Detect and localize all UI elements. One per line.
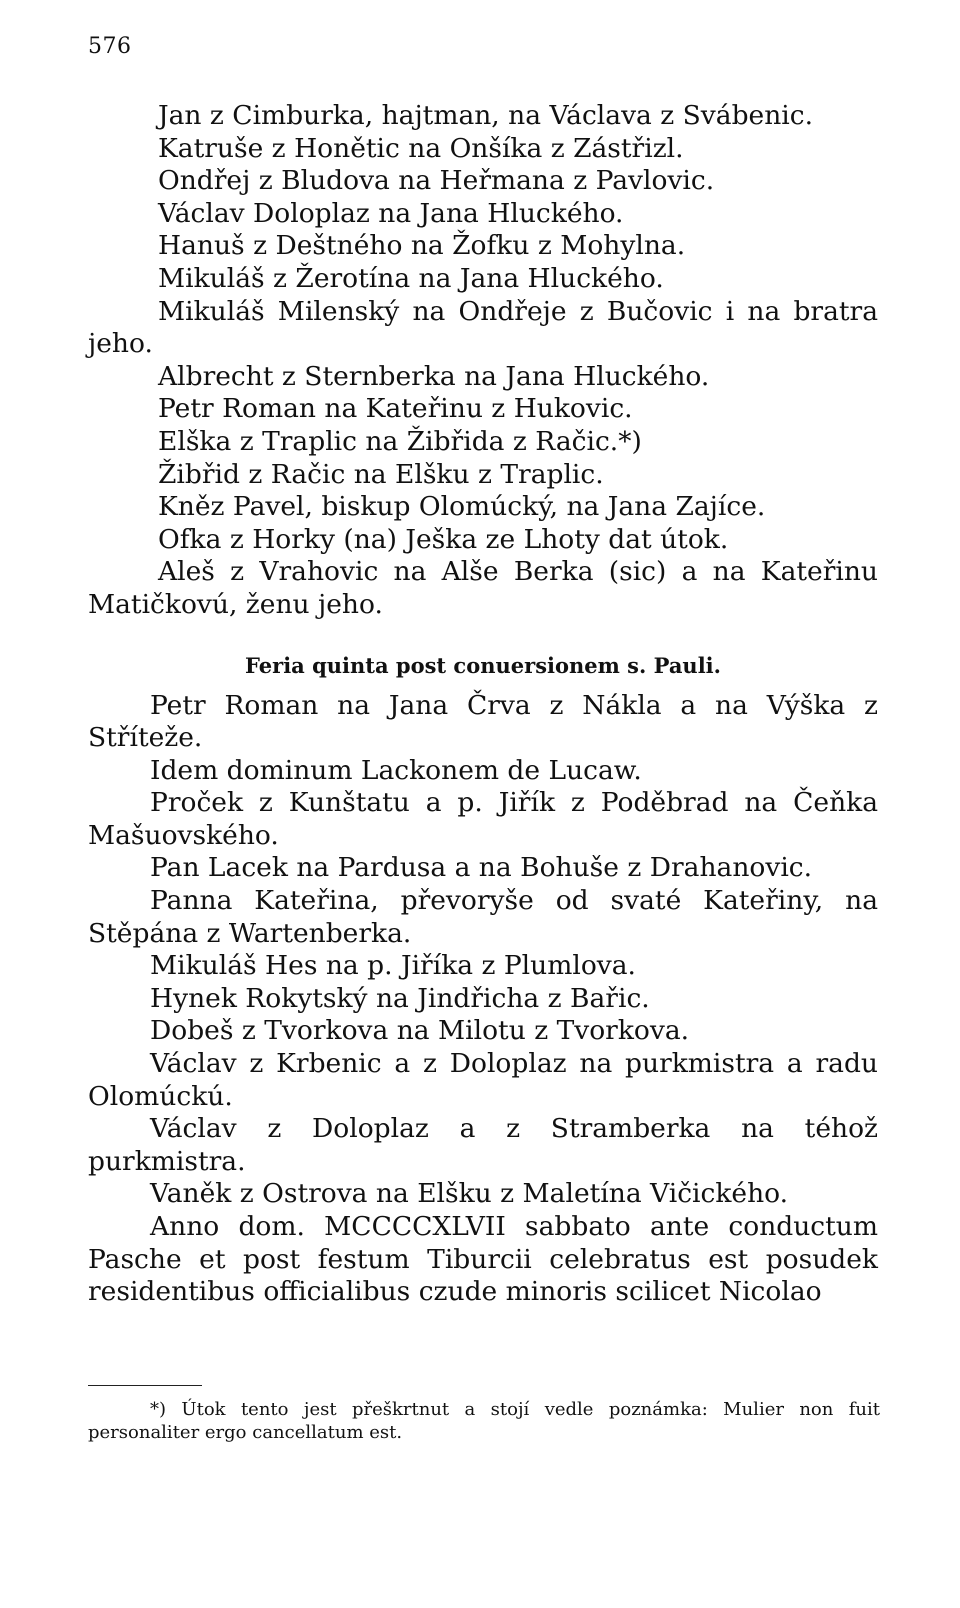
entries-block-2 [88, 690, 878, 1309]
section-heading: Feria quinta post conuersionem s. Pauli. [245, 652, 721, 678]
entry: Katruše z Honětic na Onšíka z Zástřizl. [158, 132, 684, 164]
entry: Anno dom. MCCCCXLVII sabbato ante conductum Pasche et post festum Tiburcii celebratus est posudek residentibus officialibus czude minoris scilicet Nicolao [88, 1211, 878, 1308]
entry: Mikuláš Milenský na Ondřeje z Bučovic i na bratra jeho. [88, 295, 878, 360]
footnote: *) Útok tento jest přeškrtnut a stojí vedle poznámka: Mulier non fuit personaliter ergo cancellatum est. [88, 1399, 880, 1443]
entry: Ondřej z Bludova na Heřmana z Pavlovic. [158, 165, 715, 197]
entry: Vaněk z Ostrova na Elšku z Maletína Vičického. [150, 1178, 789, 1210]
body-text [88, 100, 878, 1309]
entry: Hynek Rokytský na Jindřicha z Bařic. [150, 982, 650, 1014]
entry: Hanuš z Deštného na Žofku z Mohylna. [158, 230, 686, 262]
entry: Václav z Doloplaz a z Stramberka na téhož purkmistra. [88, 1113, 878, 1177]
entry: Dobeš z Tvorkova na Milotu z Tvorkova. [150, 1015, 690, 1047]
entry: Jan z Cimburka, hajtman, na Václava z Svábenic. [158, 100, 814, 131]
entry: Václav Doloplaz na Jana Hluckého. [158, 197, 624, 229]
entry: Albrecht z Sternberka na Jana Hluckého. [158, 360, 710, 392]
entry: Pan Lacek na Pardusa a na Bohuše z Drahanovic. [150, 852, 813, 884]
page-number: 576 [88, 34, 132, 59]
entry: Proček z Kunštatu a p. Jiřík z Poděbrad na Čeňka Mašuovského. [88, 787, 878, 851]
entry: Panna Kateřina, převoryše od svaté Kateřiny, na Stěpána z Wartenberka. [88, 885, 878, 949]
entry: Václav z Krbenic a z Doloplaz na purkmistra a radu Olomúckú. [88, 1048, 878, 1112]
entry: Ofka z Horky (na) Ješka ze Lhoty dat útok. [158, 523, 729, 555]
footnote-divider [88, 1385, 202, 1386]
entry: Mikuláš Hes na p. Jiříka z Plumlova. [150, 950, 636, 982]
entry: Aleš z Vrahovic na Alše Berka (sic) a na Kateřinu Matičkovú, ženu jeho. [88, 556, 878, 620]
entry: Petr Roman na Kateřinu z Hukovic. [158, 393, 633, 425]
entry: Idem dominum Lackonem de Lucaw. [150, 754, 642, 786]
entry: Mikuláš z Žerotína na Jana Hluckého. [158, 262, 664, 294]
entry: Elška z Traplic na Žibřida z Račic.*) [158, 425, 642, 457]
entry: Petr Roman na Jana Črva z Nákla a na Výška z Stříteže. [88, 689, 878, 754]
entry: Kněz Pavel, biskup Olomúcký, na Jana Zajíce. [158, 491, 766, 523]
entries-block-1 [88, 100, 878, 622]
entry: Žibřid z Račic na Elšku z Traplic. [158, 458, 604, 490]
